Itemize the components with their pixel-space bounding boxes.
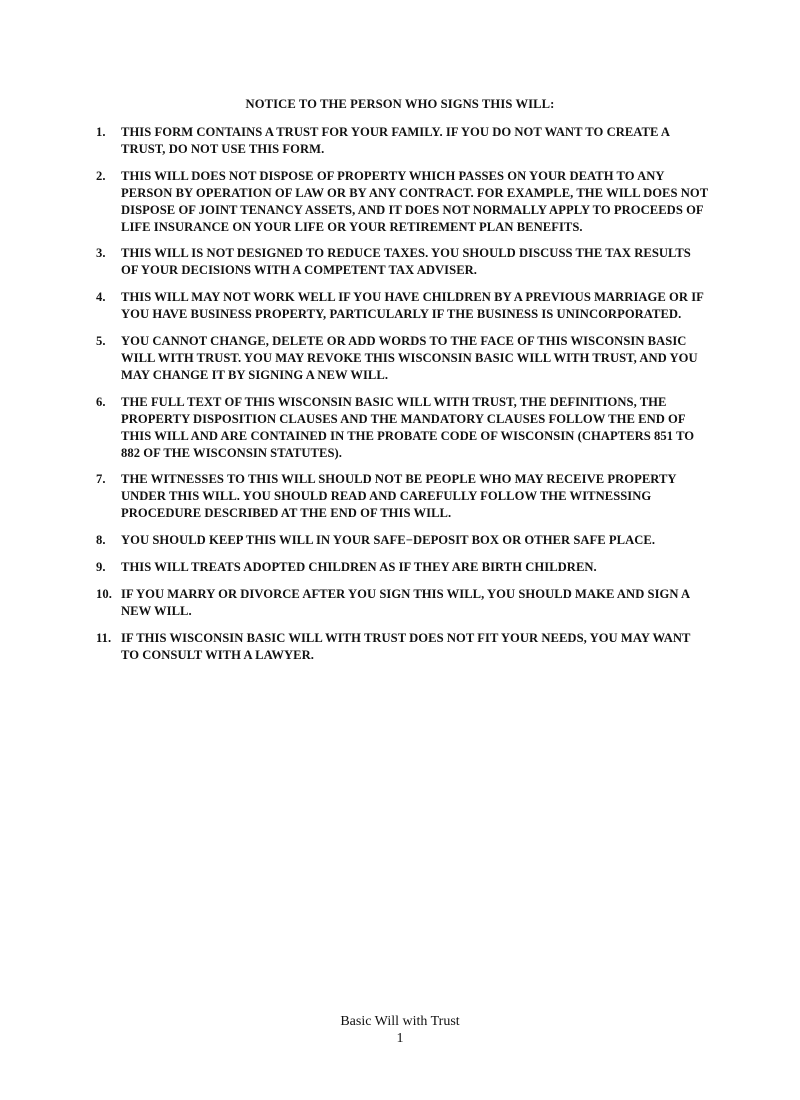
footer-title: Basic Will with Trust [340, 1014, 460, 1029]
notice-item-1 [96, 124, 716, 158]
notice-item-number: 9. [96, 560, 106, 575]
notice-item-number: 8. [96, 533, 106, 548]
notice-item-10 [96, 586, 716, 620]
notice-item-6 [96, 394, 716, 462]
notice-item-4 [96, 289, 716, 323]
notice-item-7 [96, 471, 716, 522]
page-footer [0, 1013, 800, 1047]
notice-item-number: 11. [96, 630, 112, 645]
notice-item-3 [96, 245, 716, 279]
notice-list [96, 124, 716, 674]
notice-item-5 [96, 333, 716, 384]
notice-item-text: THE WITNESSES TO THIS WILL SHOULD NOT BE PEOPLE WHO MAY RECEIVE PROPERTY UNDER THIS WILL. YOU SHOULD READ AND CAREFULLY FOLLOW THE WITNESSING PROCEDURE DESCRIBED AT THE END OF THIS WILL. [121, 472, 677, 521]
notice-item-text: THIS WILL IS NOT DESIGNED TO REDUCE TAXES. YOU SHOULD DISCUSS THE TAX RESULTS OF YOUR DECISIONS WITH A COMPETENT TAX ADVISER. [121, 246, 691, 278]
notice-item-2 [96, 168, 716, 236]
notice-item-text: YOU CANNOT CHANGE, DELETE OR ADD WORDS TO THE FACE OF THIS WISCONSIN BASIC WILL WITH TRUST. YOU MAY REVOKE THIS WISCONSIN BASIC WILL WITH TRUST, AND YOU MAY CHANGE IT BY SIGNING A NEW WILL. [121, 334, 698, 382]
notice-item-text: THIS WILL DOES NOT DISPOSE OF PROPERTY WHICH PASSES ON YOUR DEATH TO ANY PERSON BY OPERATION OF LAW OR BY ANY CONTRACT. FOR EXAMPLE, THE WILL DOES NOT DISPOSE OF JOINT TENANCY ASSETS, AND IT DOES NOT NORMALLY APPLY TO PROCEEDS OF LIFE INSURANCE ON YOUR LIFE OR YOUR RETIREMENT PLAN BENEFITS. [121, 168, 708, 234]
notice-item-text: YOU SHOULD KEEP THIS WILL IN YOUR SAFE−DEPOSIT BOX OR OTHER SAFE PLACE. [121, 533, 656, 548]
notice-item-text: THIS WILL MAY NOT WORK WELL IF YOU HAVE CHILDREN BY A PREVIOUS MARRIAGE OR IF YOU HAVE BUSINESS PROPERTY, PARTICULARLY IF THE BUSINESS IS UNINCORPORATED. [121, 290, 704, 322]
notice-item-9 [96, 559, 716, 576]
notice-item-number: 4. [96, 290, 106, 305]
notice-item-number: 1. [96, 125, 106, 139]
notice-item-number: 7. [96, 472, 106, 487]
page-number: 1 [396, 1031, 404, 1046]
notice-item-number: 5. [96, 334, 106, 349]
notice-item-number: 3. [96, 246, 106, 261]
notice-item-number: 10. [96, 586, 112, 601]
notice-item-text: THE FULL TEXT OF THIS WISCONSIN BASIC WILL WITH TRUST, THE DEFINITIONS, THE PROPERTY DISPOSITION CLAUSES AND THE MANDATORY CLAUSES FOLLOW THE END OF THIS WILL AND ARE CONTAINED IN THE PROBATE CODE OF WISCONSIN (CHAPTERS 851 TO 882 OF THE WISCONSIN STATUTES). [121, 394, 695, 460]
notice-item-text: IF THIS WISCONSIN BASIC WILL WITH TRUST DOES NOT FIT YOUR NEEDS, YOU MAY WANT TO CONSULT WITH A LAWYER. [121, 630, 691, 662]
notice-item-number: 2. [96, 168, 106, 183]
notice-item-number: 6. [96, 394, 106, 409]
notice-item-text: THIS FORM CONTAINS A TRUST FOR YOUR FAMILY. IF YOU DO NOT WANT TO CREATE A TRUST, DO NOT USE THIS FORM. [121, 125, 670, 156]
notice-title: NOTICE TO THE PERSON WHO SIGNS THIS WILL: [245, 97, 555, 111]
notice-item-11 [96, 630, 716, 664]
notice-item-text: IF YOU MARRY OR DIVORCE AFTER YOU SIGN THIS WILL, YOU SHOULD MAKE AND SIGN A NEW WILL. [121, 586, 690, 618]
notice-item-8 [96, 532, 716, 549]
notice-item-text: THIS WILL TREATS ADOPTED CHILDREN AS IF THEY ARE BIRTH CHILDREN. [121, 560, 597, 575]
